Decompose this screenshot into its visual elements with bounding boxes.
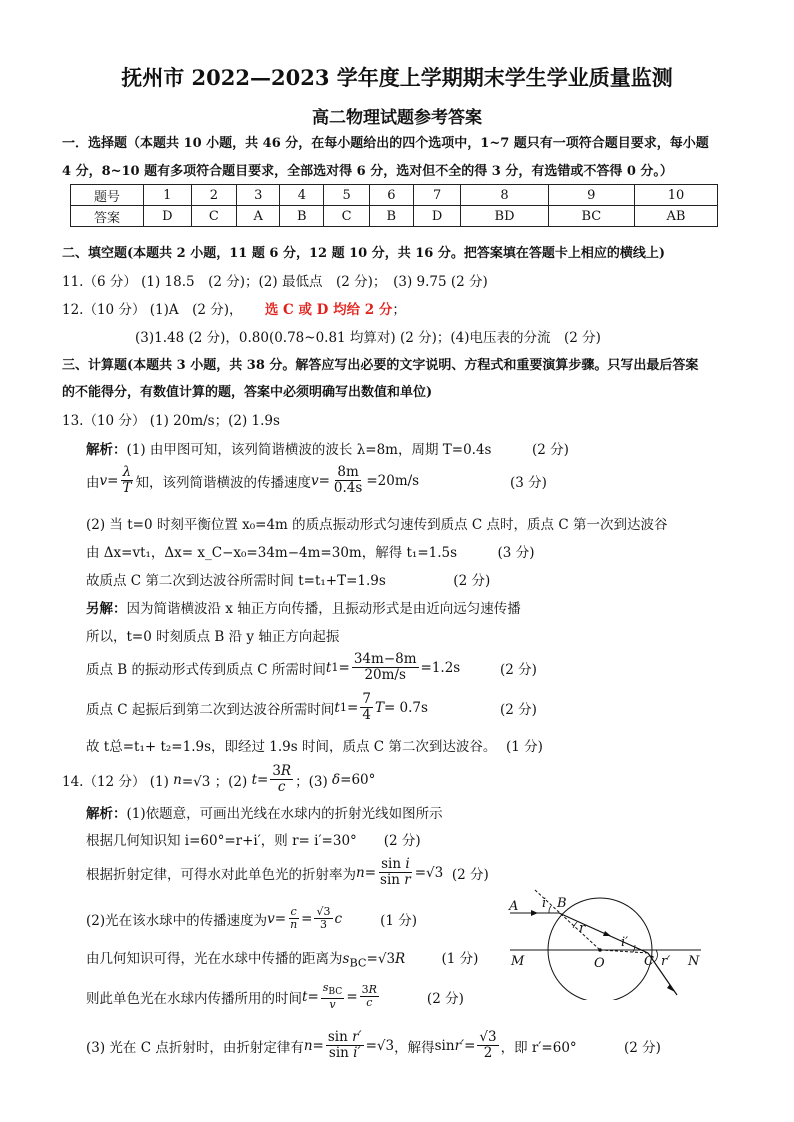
q14-l5-pre: 由几何知识可得，光在水球中传播的距离为 [86, 951, 343, 967]
center-point-O [598, 948, 602, 952]
refracted-arrow [603, 931, 611, 936]
table-cell: D [413, 206, 461, 227]
label-r: r [579, 921, 586, 936]
q14-l7-mid: ，解得 [394, 1039, 435, 1056]
q14-l7-score: (2 分) [624, 1039, 661, 1056]
formula-fraction: $\frac{\text{sin r′}}{\text{sin i′}}$ [327, 1029, 362, 1061]
section1-line1: 一．选择题（本题共 10 小题，共 46 分，在每小题给出的四个选项中，1~7 题只有一项符合题目要求，每小题 [62, 136, 709, 151]
q12-semicolon: ； [392, 302, 406, 318]
section2-heading: 二、填空题(本题共 2 小题，11 题 6 分，12 题 10 分，共 16 分。把答案填在答题卡上相应的横线上) [62, 246, 666, 261]
formula-fraction: $\frac{7}{4}$ [362, 691, 371, 723]
document-subtitle: 高二物理试题参考答案 [312, 108, 482, 128]
q14-l4-score: (1 分) [380, 912, 417, 929]
q13-l8-score: (2 分) [500, 661, 537, 678]
q13-l9-score: (2 分) [500, 701, 537, 718]
q14-l5-score: (1 分) [441, 951, 479, 967]
q13-line3: (2) 当 t=0 时刻平衡位置 x₀=4m 的质点振动形式匀速传到质点 C 点时，质点 C 第一次到达波谷 [86, 517, 668, 533]
q14-l6-pre: 则此单色光在水球内传播所用的时间 [86, 990, 302, 1007]
q13-l2-score: (3 分) [510, 474, 547, 491]
formula-fraction: $\frac{s_{BC}}{v}$ [322, 981, 343, 1012]
label-M: M [511, 954, 525, 969]
q14-line4: (2)光在该水球中的传播速度为 v = $\frac{c}{n}$ = $\frac{√3}{3}$ c (1 分) [86, 905, 417, 931]
table-cell: 9 [548, 185, 634, 206]
q13-line6 [86, 597, 521, 617]
table-cell: C [191, 206, 237, 227]
table-cell: 2 [191, 185, 237, 206]
formula-fraction: $\frac{\lambda}{T}$ [122, 464, 132, 496]
q13-l9-pre: 质点 C 起振后到第二次到达波谷所需时间 [86, 701, 335, 718]
table-cell: 7 [413, 185, 461, 206]
q13-line1 [86, 438, 569, 458]
q13-l8-pre: 质点 B 的振动形式传到质点 C 所需时间 [86, 661, 326, 678]
q13-line7: 所以，t=0 时刻质点 B 沿 y 轴正方向起振 [86, 629, 340, 645]
q14-line1 [86, 802, 443, 822]
formula-fraction: $\frac{√3}{3}$ [316, 905, 331, 931]
table-cell: A [237, 206, 280, 227]
formula-fraction: $\frac{c}{n}$ [290, 905, 298, 931]
q12-answer-line2: (3)1.48 (2 分)，0.80(0.78~0.81 均算对) (2 分)；(4)电压表的分流 (2 分) [135, 330, 601, 346]
angle-r-prime-arc [654, 950, 657, 962]
formula-fraction: $\frac{8m}{0.4s}$ [333, 464, 363, 496]
q14-line7: (3) 光在 C 点折射时，由折射定律有 n = $\frac{\text{sin r′}}{\text{sin i′}}$ =√3 ，解得 sin r′ = $\frac{√3}{2}$ ，即 r′=60° (2 分) [86, 1029, 661, 1061]
answer-table-number-row [71, 185, 718, 206]
q13-l10-score: (1 分) [506, 739, 543, 755]
refraction-diagram [505, 880, 705, 1000]
label-i-prime: i′ [621, 935, 629, 950]
q13-head: 13.（10 分） (1) 20m/s；(2) 1.9s [62, 413, 280, 429]
q13-line10 [86, 735, 543, 755]
table-cell: 5 [324, 185, 370, 206]
q14-l3-pre: 根据折射定律，可得水对此单色光的折射率为 [86, 866, 356, 883]
q13-l1-text: (1) 由甲图可知，该列简谐横波的波长 λ=8m，周期 T=0.4s (2 分) [126, 442, 569, 458]
table-cell: 10 [634, 185, 717, 206]
table-cell: B [280, 206, 324, 227]
label-r-prime: r′ [661, 954, 671, 969]
q14-line2: 根据几何知识知 i=60°=r+i′，则 r= i′=30° (2 分) [86, 833, 421, 849]
answer-table [70, 184, 718, 227]
q14-line6: 则此单色光在水球内传播所用的时间 t = $\frac{s_{BC}}{v}$ = $\frac{3R}{c}$ (2 分) [86, 981, 464, 1012]
q14-head-pre: 14.（12 分） (1) [62, 773, 169, 790]
table-cell: B [369, 206, 413, 227]
q14-l7-end: ，即 r′=60° [500, 1039, 577, 1056]
formula-fraction: $\frac{3R}{c}$ [361, 983, 377, 1010]
q12-red-note: 选 C 或 D 均给 2 分 [264, 302, 393, 318]
table-cell: 1 [144, 185, 192, 206]
formula-fraction: $\frac{√3}{2}$ [479, 1029, 497, 1061]
q13-line2: 由 v = $\frac{\lambda}{T}$ 知，该列简谐横波的传播速度 v = $\frac{8m}{0.4s}$ =20m/s (3 分) [86, 464, 547, 496]
jiexi-label: 解析： [86, 442, 127, 458]
angle-i-arc [549, 906, 551, 913]
formula-fraction: $\frac{\text{sin i}}{\text{sin r}}$ [380, 856, 411, 888]
q14-l7-pre: (3) 光在 C 点折射时，由折射定律有 [86, 1039, 304, 1056]
table-cell: 6 [369, 185, 413, 206]
q13-line8: 质点 B 的振动形式传到质点 C 所需时间 t 1 = $\frac{34m-8m}{20m/s}$ =1.2s (2 分) [86, 651, 537, 683]
table-cell: 3 [237, 185, 280, 206]
table-label-number: 题号 [71, 185, 144, 206]
q13-l10-text: 故 t总=t₁+ t₂=1.9s，即经过 1.9s 时间，质点 C 第二次到达波谷。 [86, 739, 497, 755]
label-C: C [644, 954, 654, 969]
q12-part1: 12.（10 分） (1)A (2 分)， [62, 302, 243, 318]
q14-line3: 根据折射定律，可得水对此单色光的折射率为 n = $\frac{\text{sin i}}{\text{sin r}}$ =√3 (2 分) [86, 856, 489, 888]
table-cell: AB [634, 206, 717, 227]
formula-fraction: $\frac{3R}{c}$ [272, 763, 292, 795]
jiexi-label: 解析： [86, 806, 127, 822]
section1-line2: 4 分，8~10 题有多项符合题目要求，全部选对得 6 分，选对但不全的得 3 分，有选错或不答得 0 分。） [62, 164, 673, 179]
incident-arrow [531, 910, 538, 916]
answer-table-answer-row [71, 206, 718, 227]
q14-head: 14.（12 分） (1) n =√3 ；(2) t = $\frac{3R}{c}$ ；(3) δ =60° [62, 763, 376, 795]
table-cell: BC [548, 206, 634, 227]
table-cell: D [144, 206, 192, 227]
section3-heading-line1: 三、计算题(本题共 3 小题，共 38 分。解答应写出必要的文字说明、方程式和重要演算步骤。只写出最后答案 [62, 358, 699, 373]
section3-heading-line2: 的不能得分，有数值计算的题，答案中必须明确写出数值和单位) [62, 385, 433, 400]
q13-l2-pre: 由 [86, 474, 100, 491]
q14-line5: 由几何知识可得，光在水球中传播的距离为$s_{BC}=√3R$ (1 分) [86, 951, 479, 970]
q12-answer-line1 [62, 298, 406, 318]
q14-l6-score: (2 分) [426, 990, 464, 1007]
q13-l2-mid: 知，该列简谐横波的传播速度 [135, 474, 311, 491]
emergent-arrow [667, 984, 675, 992]
q14-l1-text: (1)依题意，可画出光线在水球内的折射光线如图所示 [126, 806, 443, 822]
q13-line9: 质点 C 起振后到第二次到达波谷所需时间 t 1 = $\frac{7}{4}$ T = 0.7s (2 分) [86, 691, 537, 723]
label-A: A [509, 899, 519, 914]
table-cell: BD [461, 206, 548, 227]
document-title: 抚州市 2022—2023 学年度上学期期末学生学业质量监测 [121, 65, 673, 90]
q13-line5: 故质点 C 第二次到达波谷所需时间 t=t₁+T=1.9s (2 分) [86, 573, 491, 589]
lingjie-label: 另解： [86, 601, 127, 617]
formula-fraction: $\frac{34m-8m}{20m/s}$ [353, 651, 417, 683]
label-B: B [557, 896, 567, 911]
label-N: N [688, 954, 700, 969]
label-i: i [542, 896, 547, 911]
q14-l4-pre: (2)光在该水球中的传播速度为 [86, 912, 268, 929]
table-cell: 8 [461, 185, 548, 206]
q11-answer: 11.（6 分） (1) 18.5 (2 分)；(2) 最低点 (2 分)； (3) 9.75 (2 分) [62, 274, 488, 290]
table-cell: 4 [280, 185, 324, 206]
q14-l3-score: (2 分) [451, 866, 489, 883]
table-cell: C [324, 206, 370, 227]
table-label-answer: 答案 [71, 206, 144, 227]
q13-l6-text: 因为简谐横波沿 x 轴正方向传播，且振动形式是由近向远匀速传播 [126, 601, 521, 617]
q13-line4: 由 Δx=vt₁，Δx= x_C−x₀=34m−4m=30m，解得 t₁=1.5s (3 分) [86, 545, 535, 561]
label-O: O [594, 956, 605, 971]
